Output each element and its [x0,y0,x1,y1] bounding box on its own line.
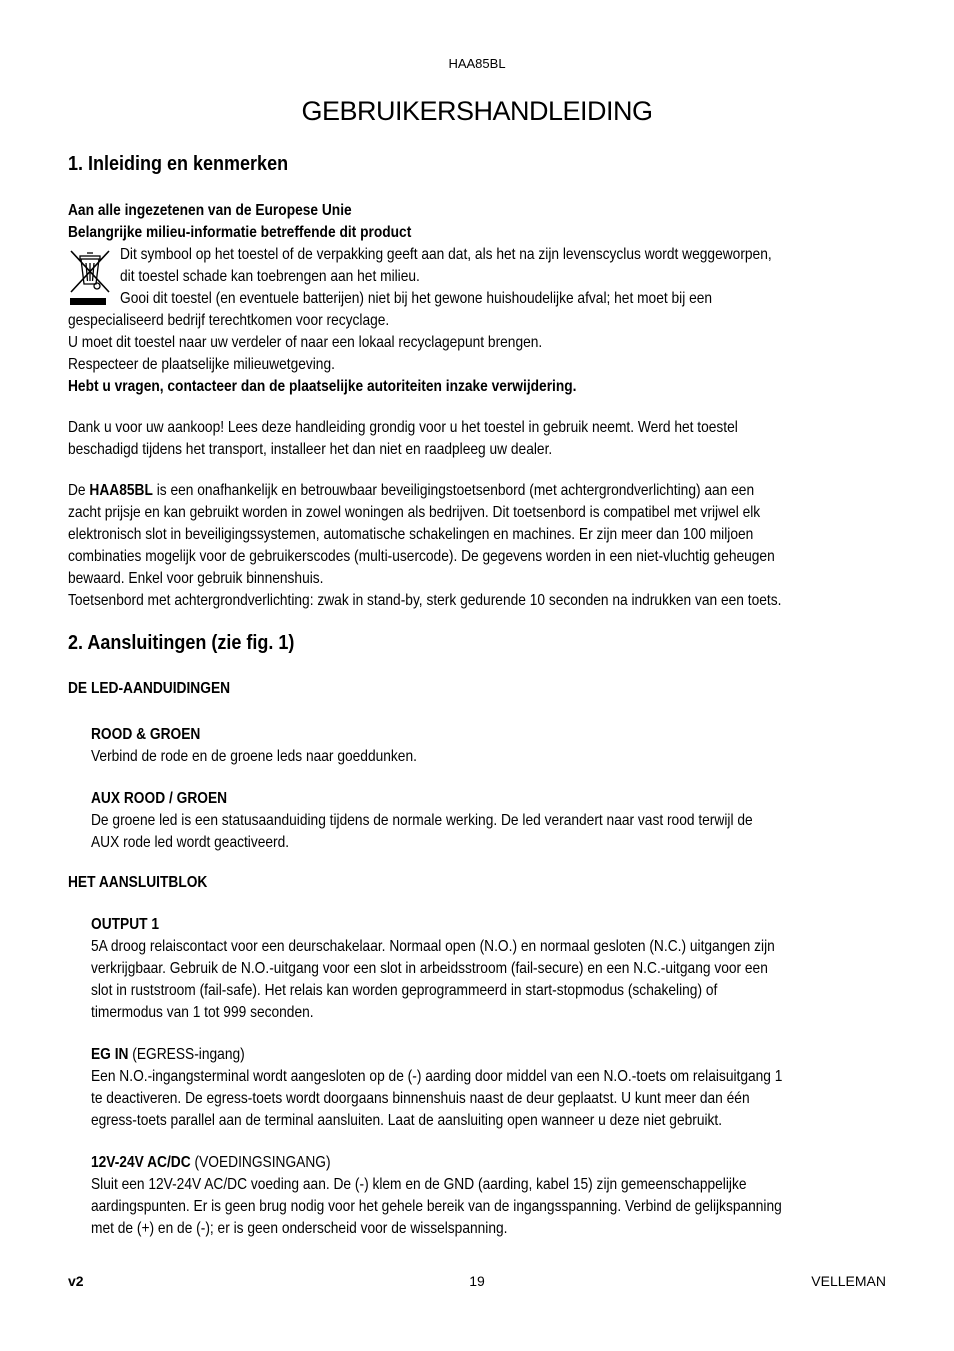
weee-line: Gooi dit toestel (en eventuele batterijen) niet bij het gewone huishoudelijke afval; het moet bij een [120,290,713,307]
output1-line: timermodus van 1 tot 999 seconden. [91,1004,314,1021]
footer-brand: VELLEMAN [811,1273,886,1289]
power-title-line [91,1152,891,1174]
thanks-line: Dank u voor uw aankoop! Lees deze handleiding grondig voor u het toestel in gebruik neemt. Werd het toestel [68,419,738,436]
power-block [91,1152,891,1240]
thanks-paragraph [68,417,894,461]
model-code: HAA85BL [448,56,506,71]
weee-line: dit toestel schade kan toebrengen aan het milieu. [120,268,420,285]
aux-title: AUX ROOD / GROEN [91,790,228,807]
egin-line: egress-toets parallel aan de terminal aansluiten. Laat de aansluiting open wanneer u deze niet gebruikt. [91,1112,723,1129]
description-line: elektronisch slot in beveiligingssystemen, automatische schakelingen en machines. Er zijn meer dan 100 miljoen [68,526,754,543]
footer-version: v2 [68,1273,84,1289]
output1-block [91,914,891,1024]
aux-block [91,788,891,854]
aansluitblok-heading-block [68,872,894,894]
thanks-line: beschadigd tijdens het transport, installeer het dan niet en raadpleeg uw dealer. [68,441,553,458]
led-heading-block [68,678,894,700]
crossed-out-wheeled-bin-icon [68,248,112,306]
weee-contact: Hebt u vragen, contacteer dan de plaatselijke autoriteiten inzake verwijdering. [68,378,577,395]
weee-text-indented [120,244,894,310]
aansluitblok-heading: HET AANSLUITBLOK [68,874,208,891]
aux-line: De groene led is een statusaanduiding tijdens de normale werking. De led verandert naar vast rood terwijl de [91,812,753,829]
eu-subtitle: Belangrijke milieu-informatie betreffende dit product [68,224,412,241]
description-line: combinaties mogelijk voor de gebruikerscodes (multi-usercode). De gegevens worden in een niet-vluchtig geheugen [68,548,775,565]
footer-page-number: 19 [469,1273,485,1289]
egin-line: Een N.O.-ingangsterminal wordt aangesloten op de (-) aarding door middel van een N.O.-toets om relaisuitgang 1 [91,1068,783,1085]
power-sub: (VOEDINGSINGANG) [190,1154,331,1171]
weee-line: gespecialiseerd bedrijf terechtkomen voor recyclage. [68,312,390,329]
output1-line: slot in ruststroom (fail-safe). Het relais kan worden geprogrammeerd in start-stopmodus (schakeling) of [91,982,718,999]
description-paragraph [68,480,894,612]
desc-rest: is een onafhankelijk en betrouwbaar beveiligingstoetsenbord (met achtergrondverlichting) aan een [152,482,755,499]
aux-line: AUX rode led wordt geactiveerd. [91,834,290,851]
page-title: GEBRUIKERSHANDLEIDING [301,96,653,126]
rood-groen-block [91,724,891,768]
weee-text [68,310,894,398]
output1-line: 5A droog relaiscontact voor een deurschakelaar. Normaal open (N.O.) en normaal gesloten (N.C.) uitgangen zijn [91,938,775,955]
description-line: zacht prijsje en kan gebruikt worden in zowel woningen als bedrijven. Dit toetsenbord is compatibel met vrijwel elk [68,504,761,521]
model-name: HAA85BL [89,482,153,499]
weee-line: Respecteer de plaatselijke milieuwetgeving. [68,356,335,373]
power-line: Sluit een 12V-24V AC/DC voeding aan. De (-) klem en de GND (aarding, kabel 15) zijn gemeenschappelijke [91,1176,747,1193]
power-line: aardingspunten. Er is geen brug nodig voor het gehele bereik van de ingangsspanning. Verbind de gelijkspanning [91,1198,782,1215]
section-1-heading: 1. Inleiding en kenmerken [68,153,289,175]
egin-sub: (EGRESS-ingang) [128,1046,245,1063]
egin-title: EG IN [91,1046,129,1063]
egin-block [91,1044,891,1132]
power-line: met de (+) en de (-); er is geen onderscheid voor de wisselspanning. [91,1220,508,1237]
weee-line: U moet dit toestel naar uw verdeler of naar een lokaal recyclagepunt brengen. [68,334,543,351]
section-2-heading: 2. Aansluitingen (zie fig. 1) [68,632,295,654]
power-title: 12V-24V AC/DC [91,1154,191,1171]
description-line: bewaard. Enkel voor gebruik binnenshuis. [68,570,324,587]
egin-line: te deactiveren. De egress-toets wordt doorgaans binnenshuis naast de deur geplaatst. U kunt meer dan één [91,1090,750,1107]
description-line: Toetsenbord met achtergrondverlichting: zwak in stand-by, sterk gedurende 10 seconden na indrukken van een toets. [68,592,782,609]
egin-title-line [91,1044,891,1066]
output1-title: OUTPUT 1 [91,916,160,933]
desc-prefix: De [68,482,90,499]
output1-line: verkrijgbaar. Gebruik de N.O.-uitgang voor een slot in arbeidsstroom (fail-secure) en een N.C.-uitgang voor een [91,960,768,977]
eu-title: Aan alle ingezetenen van de Europese Unie [68,202,352,219]
led-heading: DE LED-AANDUIDINGEN [68,680,231,697]
weee-line: Dit symbool op het toestel of de verpakking geeft aan dat, als het na zijn levenscyclus wordt weggeworpen, [120,246,772,263]
description-first-line [68,480,894,502]
rood-groen-title: ROOD & GROEN [91,726,201,743]
eu-notice [68,200,894,244]
rood-groen-text: Verbind de rode en de groene leds naar goeddunken. [91,748,417,765]
